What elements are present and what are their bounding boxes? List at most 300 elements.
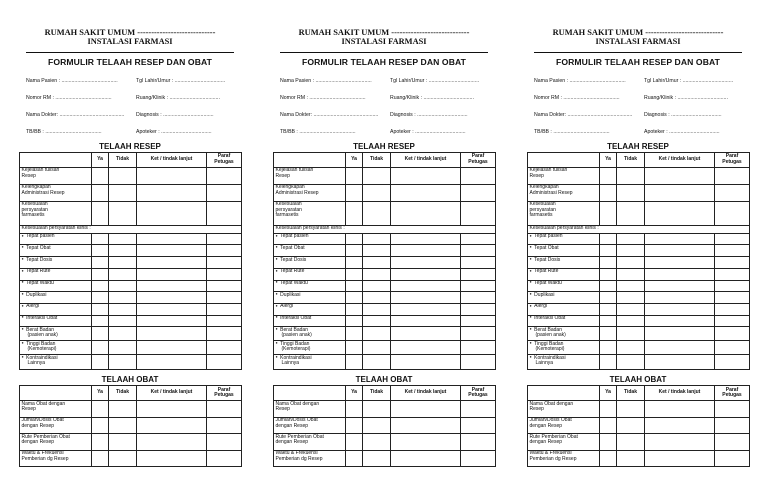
table-row <box>20 201 242 225</box>
cell-tidak[interactable] <box>363 268 391 280</box>
field-diagnosis[interactable]: Diagnosis : ................................... <box>136 111 214 118</box>
row-label: Nama Obat dengan Resep <box>528 401 600 418</box>
cell-tidak[interactable] <box>617 303 645 315</box>
cell-paraf[interactable] <box>715 303 750 315</box>
field-nomor-rm[interactable]: Nomor RM : ....................................... <box>280 94 366 101</box>
cell-paraf[interactable] <box>461 401 496 418</box>
row-label: ● Interaksi Obat <box>274 315 346 327</box>
hospital-name: RUMAH SAKIT UMUM ---------------------------- <box>552 28 724 37</box>
patient-fields <box>18 72 242 141</box>
telaah-resep-title: TELAAH RESEP <box>353 141 415 151</box>
table-row <box>20 434 242 451</box>
cell-ket[interactable] <box>137 184 207 201</box>
cell-ya[interactable] <box>346 303 363 315</box>
telaah-obat-table <box>19 385 242 467</box>
cell-paraf[interactable] <box>715 245 750 257</box>
cell-ya[interactable] <box>346 245 363 257</box>
cell-ya[interactable] <box>600 280 617 292</box>
cell-ket[interactable] <box>645 303 715 315</box>
cell-ket[interactable] <box>137 245 207 257</box>
cell-ket[interactable] <box>645 280 715 292</box>
cell-ket[interactable] <box>391 315 461 327</box>
cell-ya[interactable] <box>346 355 363 370</box>
cell-tidak[interactable] <box>617 257 645 269</box>
field-apoteker[interactable]: Apoteker : ................................... <box>390 129 466 136</box>
cell-tidak[interactable] <box>617 184 645 201</box>
cell-ya[interactable] <box>600 292 617 304</box>
cell-ket[interactable] <box>645 257 715 269</box>
cell-ket[interactable] <box>137 341 207 355</box>
cell-tidak[interactable] <box>363 257 391 269</box>
cell-ket[interactable] <box>137 355 207 370</box>
cell-ket[interactable] <box>391 257 461 269</box>
cell-ket[interactable] <box>137 303 207 315</box>
table-row <box>528 280 750 292</box>
row-label: ● Interaksi Obat <box>20 315 92 327</box>
cell-tidak[interactable] <box>617 327 645 341</box>
cell-ya[interactable] <box>92 341 109 355</box>
cell-ket[interactable] <box>645 268 715 280</box>
cell-paraf[interactable] <box>207 450 242 467</box>
section-row-klinis <box>274 225 496 233</box>
cell-ket[interactable] <box>391 434 461 451</box>
table-row <box>528 233 750 245</box>
cell-paraf[interactable] <box>715 201 750 225</box>
cell-tidak[interactable] <box>109 417 137 434</box>
cell-ya[interactable] <box>600 184 617 201</box>
field-tb-bb[interactable]: TB/BB : ....................................... <box>280 129 356 136</box>
cell-paraf[interactable] <box>715 417 750 434</box>
cell-ket[interactable] <box>137 450 207 467</box>
field-nama-dokter[interactable]: Nama Dokter: ............................................. <box>26 111 125 118</box>
cell-ya[interactable] <box>92 401 109 418</box>
cell-ket[interactable] <box>645 167 715 184</box>
cell-ya[interactable] <box>600 315 617 327</box>
field-nama-pasien[interactable]: Nama Pasien : ....................................... <box>26 77 118 84</box>
row-label: Kesesuaian persyaratan farmasetis <box>528 201 600 225</box>
cell-tidak[interactable] <box>109 233 137 245</box>
cell-tidak[interactable] <box>617 355 645 370</box>
cell-paraf[interactable] <box>715 257 750 269</box>
cell-ya[interactable] <box>92 450 109 467</box>
cell-paraf[interactable] <box>715 450 750 467</box>
cell-ket[interactable] <box>137 327 207 341</box>
cell-paraf[interactable] <box>207 303 242 315</box>
cell-paraf[interactable] <box>207 417 242 434</box>
cell-ya[interactable] <box>600 327 617 341</box>
field-row <box>26 72 242 89</box>
cell-tidak[interactable] <box>109 280 137 292</box>
cell-paraf[interactable] <box>461 303 496 315</box>
cell-tidak[interactable] <box>363 450 391 467</box>
row-label: Waktu & Frekuensi Pemberian dg Resep <box>20 450 92 467</box>
field-nomor-rm[interactable]: Nomor RM : ....................................... <box>26 94 112 101</box>
table-row <box>274 184 496 201</box>
cell-paraf[interactable] <box>715 280 750 292</box>
cell-paraf[interactable] <box>461 292 496 304</box>
row-label: ● Tepat Dosis <box>20 257 92 269</box>
cell-tidak[interactable] <box>109 257 137 269</box>
cell-tidak[interactable] <box>363 233 391 245</box>
cell-ket[interactable] <box>391 184 461 201</box>
cell-ya[interactable] <box>600 417 617 434</box>
header-ya: Ya <box>92 152 109 167</box>
cell-paraf[interactable] <box>207 401 242 418</box>
cell-paraf[interactable] <box>715 315 750 327</box>
cell-paraf[interactable] <box>207 257 242 269</box>
telaah-resep-table <box>19 152 242 371</box>
cell-paraf[interactable] <box>207 434 242 451</box>
cell-paraf[interactable] <box>715 355 750 370</box>
cell-ya[interactable] <box>346 280 363 292</box>
cell-ket[interactable] <box>391 167 461 184</box>
header-ya: Ya <box>92 386 109 401</box>
field-ruang-klinik[interactable]: Ruang/Klinik : ................................... <box>644 94 728 101</box>
cell-tidak[interactable] <box>363 280 391 292</box>
cell-tidak[interactable] <box>109 355 137 370</box>
cell-paraf[interactable] <box>461 268 496 280</box>
cell-ya[interactable] <box>346 292 363 304</box>
cell-tidak[interactable] <box>617 417 645 434</box>
cell-ket[interactable] <box>391 355 461 370</box>
cell-ya[interactable] <box>92 303 109 315</box>
cell-tidak[interactable] <box>363 341 391 355</box>
row-label: Kelengkapan Administrasi Resep <box>20 184 92 201</box>
cell-ya[interactable] <box>346 257 363 269</box>
cell-ket[interactable] <box>391 268 461 280</box>
cell-ya[interactable] <box>346 450 363 467</box>
field-tb-bb[interactable]: TB/BB : ....................................... <box>26 129 102 136</box>
field-nama-dokter[interactable]: Nama Dokter: ............................................. <box>280 111 379 118</box>
cell-ket[interactable] <box>391 417 461 434</box>
header-item <box>274 386 346 401</box>
cell-ya[interactable] <box>600 268 617 280</box>
cell-ya[interactable] <box>92 327 109 341</box>
field-tgl-lahir[interactable]: Tgl Lahir/Umur : ................................... <box>390 77 480 84</box>
cell-ket[interactable] <box>645 355 715 370</box>
cell-paraf[interactable] <box>207 233 242 245</box>
cell-tidak[interactable] <box>617 268 645 280</box>
cell-ya[interactable] <box>92 315 109 327</box>
cell-tidak[interactable] <box>363 167 391 184</box>
cell-ket[interactable] <box>645 245 715 257</box>
field-nama-pasien[interactable]: Nama Pasien : ....................................... <box>534 77 626 84</box>
row-label: ● Tinggi Badan (Kemoterapi) <box>528 341 600 355</box>
table-row <box>20 315 242 327</box>
cell-tidak[interactable] <box>363 327 391 341</box>
cell-ket[interactable] <box>391 341 461 355</box>
cell-paraf[interactable] <box>715 167 750 184</box>
cell-paraf[interactable] <box>715 233 750 245</box>
header-divider <box>26 52 234 53</box>
field-ruang-klinik[interactable]: Ruang/Klinik : ................................... <box>390 94 474 101</box>
cell-tidak[interactable] <box>109 292 137 304</box>
cell-tidak[interactable] <box>617 167 645 184</box>
cell-tidak[interactable] <box>109 245 137 257</box>
cell-paraf[interactable] <box>715 434 750 451</box>
cell-tidak[interactable] <box>363 434 391 451</box>
cell-paraf[interactable] <box>461 280 496 292</box>
cell-tidak[interactable] <box>363 245 391 257</box>
cell-ket[interactable] <box>137 233 207 245</box>
cell-ya[interactable] <box>346 268 363 280</box>
field-tgl-lahir[interactable]: Tgl Lahir/Umur : ................................... <box>136 77 226 84</box>
row-label: ● Duplikasi <box>274 292 346 304</box>
cell-paraf[interactable] <box>715 327 750 341</box>
cell-ya[interactable] <box>92 257 109 269</box>
cell-paraf[interactable] <box>461 257 496 269</box>
cell-tidak[interactable] <box>617 434 645 451</box>
cell-ya[interactable] <box>346 184 363 201</box>
cell-paraf[interactable] <box>207 167 242 184</box>
cell-ya[interactable] <box>600 167 617 184</box>
section-row-klinis <box>20 225 242 233</box>
cell-ket[interactable] <box>137 257 207 269</box>
cell-tidak[interactable] <box>617 280 645 292</box>
cell-tidak[interactable] <box>617 292 645 304</box>
cell-ket[interactable] <box>391 233 461 245</box>
cell-ket[interactable] <box>645 434 715 451</box>
cell-ya[interactable] <box>600 303 617 315</box>
header-divider <box>280 52 488 53</box>
cell-paraf[interactable] <box>715 292 750 304</box>
cell-paraf[interactable] <box>461 201 496 225</box>
cell-ket[interactable] <box>137 434 207 451</box>
cell-tidak[interactable] <box>109 268 137 280</box>
hospital-name: RUMAH SAKIT UMUM ---------------------------- <box>44 28 216 37</box>
cell-ket[interactable] <box>645 417 715 434</box>
field-row <box>26 124 242 141</box>
cell-ya[interactable] <box>600 245 617 257</box>
cell-ya[interactable] <box>92 233 109 245</box>
cell-paraf[interactable] <box>461 417 496 434</box>
cell-paraf[interactable] <box>461 434 496 451</box>
cell-tidak[interactable] <box>109 303 137 315</box>
hospital-header <box>272 18 496 46</box>
cell-tidak[interactable] <box>363 292 391 304</box>
cell-ya[interactable] <box>92 355 109 370</box>
cell-ya[interactable] <box>600 233 617 245</box>
cell-ya[interactable] <box>600 341 617 355</box>
cell-paraf[interactable] <box>715 401 750 418</box>
cell-ya[interactable] <box>92 184 109 201</box>
table-row <box>528 184 750 201</box>
telaah-resep-table <box>527 152 750 371</box>
cell-ya[interactable] <box>346 434 363 451</box>
cell-tidak[interactable] <box>363 184 391 201</box>
cell-ket[interactable] <box>391 292 461 304</box>
cell-paraf[interactable] <box>207 327 242 341</box>
cell-ya[interactable] <box>92 268 109 280</box>
cell-tidak[interactable] <box>363 315 391 327</box>
field-nama-dokter[interactable]: Nama Dokter: ............................................. <box>534 111 633 118</box>
cell-paraf[interactable] <box>461 315 496 327</box>
cell-tidak[interactable] <box>109 184 137 201</box>
cell-tidak[interactable] <box>617 233 645 245</box>
cell-ket[interactable] <box>391 280 461 292</box>
cell-paraf[interactable] <box>207 341 242 355</box>
cell-paraf[interactable] <box>461 245 496 257</box>
row-label: Rute Pemberian Obat dengan Resep <box>274 434 346 451</box>
field-nama-pasien[interactable]: Nama Pasien : ....................................... <box>280 77 372 84</box>
cell-ket[interactable] <box>137 401 207 418</box>
cell-ket[interactable] <box>137 292 207 304</box>
cell-tidak[interactable] <box>109 167 137 184</box>
cell-ket[interactable] <box>645 233 715 245</box>
table-row <box>274 450 496 467</box>
cell-tidak[interactable] <box>363 303 391 315</box>
cell-paraf[interactable] <box>207 315 242 327</box>
cell-paraf[interactable] <box>461 355 496 370</box>
cell-ket[interactable] <box>391 245 461 257</box>
cell-ket[interactable] <box>137 201 207 225</box>
cell-tidak[interactable] <box>617 315 645 327</box>
cell-ket[interactable] <box>137 280 207 292</box>
cell-ya[interactable] <box>346 327 363 341</box>
cell-paraf[interactable] <box>207 245 242 257</box>
cell-ket[interactable] <box>645 201 715 225</box>
row-label: Jumlah/Dosis Obat dengan Resep <box>20 417 92 434</box>
cell-tidak[interactable] <box>363 201 391 225</box>
section-row-klinis <box>528 225 750 233</box>
cell-tidak[interactable] <box>617 341 645 355</box>
cell-paraf[interactable] <box>207 280 242 292</box>
table-row <box>528 315 750 327</box>
cell-ket[interactable] <box>391 327 461 341</box>
header-paraf: Paraf Petugas <box>715 386 750 401</box>
cell-paraf[interactable] <box>461 167 496 184</box>
cell-paraf[interactable] <box>461 184 496 201</box>
cell-tidak[interactable] <box>617 245 645 257</box>
cell-paraf[interactable] <box>461 327 496 341</box>
header-ket: Ket / tindak lanjut <box>137 152 207 167</box>
cell-ya[interactable] <box>92 280 109 292</box>
cell-ya[interactable] <box>346 201 363 225</box>
hospital-header <box>526 18 750 46</box>
cell-paraf[interactable] <box>715 184 750 201</box>
cell-ket[interactable] <box>645 327 715 341</box>
cell-ket[interactable] <box>391 401 461 418</box>
cell-tidak[interactable] <box>109 315 137 327</box>
cell-tidak[interactable] <box>363 355 391 370</box>
cell-ya[interactable] <box>346 401 363 418</box>
cell-paraf[interactable] <box>207 201 242 225</box>
field-apoteker[interactable]: Apoteker : ................................... <box>644 129 720 136</box>
cell-ya[interactable] <box>92 167 109 184</box>
field-tb-bb[interactable]: TB/BB : ....................................... <box>534 129 610 136</box>
cell-ket[interactable] <box>645 401 715 418</box>
cell-ket[interactable] <box>391 303 461 315</box>
cell-ya[interactable] <box>600 434 617 451</box>
cell-paraf[interactable] <box>461 450 496 467</box>
cell-tidak[interactable] <box>109 434 137 451</box>
row-label: ● Tepat Obat <box>274 245 346 257</box>
cell-paraf[interactable] <box>715 268 750 280</box>
field-apoteker[interactable]: Apoteker : ................................... <box>136 129 212 136</box>
cell-ket[interactable] <box>137 268 207 280</box>
cell-ya[interactable] <box>92 201 109 225</box>
cell-ya[interactable] <box>600 401 617 418</box>
field-row <box>534 72 750 89</box>
field-diagnosis[interactable]: Diagnosis : ................................... <box>390 111 468 118</box>
header-ket: Ket / tindak lanjut <box>137 386 207 401</box>
row-label: ● Alergi <box>274 303 346 315</box>
field-nomor-rm[interactable]: Nomor RM : ....................................... <box>534 94 620 101</box>
cell-ya[interactable] <box>92 417 109 434</box>
cell-tidak[interactable] <box>109 450 137 467</box>
header-item <box>528 386 600 401</box>
row-label: ● Tepat Rute <box>20 268 92 280</box>
cell-ya[interactable] <box>346 233 363 245</box>
field-diagnosis[interactable]: Diagnosis : ................................... <box>644 111 722 118</box>
cell-tidak[interactable] <box>363 417 391 434</box>
cell-ya[interactable] <box>346 315 363 327</box>
cell-ya[interactable] <box>346 417 363 434</box>
cell-tidak[interactable] <box>109 201 137 225</box>
cell-ket[interactable] <box>391 201 461 225</box>
cell-ket[interactable] <box>391 450 461 467</box>
cell-tidak[interactable] <box>363 401 391 418</box>
cell-paraf[interactable] <box>207 268 242 280</box>
field-tgl-lahir[interactable]: Tgl Lahir/Umur : ................................... <box>644 77 734 84</box>
cell-ket[interactable] <box>645 292 715 304</box>
header-ket: Ket / tindak lanjut <box>645 386 715 401</box>
cell-tidak[interactable] <box>109 401 137 418</box>
cell-tidak[interactable] <box>109 327 137 341</box>
table-row <box>274 245 496 257</box>
cell-ya[interactable] <box>600 355 617 370</box>
cell-ya[interactable] <box>92 245 109 257</box>
cell-ya[interactable] <box>92 292 109 304</box>
cell-tidak[interactable] <box>109 341 137 355</box>
row-label: Kelengkapan Administrasi Resep <box>528 184 600 201</box>
cell-paraf[interactable] <box>207 292 242 304</box>
table-row <box>20 450 242 467</box>
table-row <box>528 257 750 269</box>
department-name: INSTALASI FARMASI <box>595 37 681 46</box>
row-label: ● Tepat Rute <box>274 268 346 280</box>
table-row <box>274 341 496 355</box>
department-name: INSTALASI FARMASI <box>341 37 427 46</box>
cell-ya[interactable] <box>346 341 363 355</box>
table-row <box>20 327 242 341</box>
cell-ya[interactable] <box>600 257 617 269</box>
cell-tidak[interactable] <box>617 401 645 418</box>
cell-ket[interactable] <box>137 315 207 327</box>
cell-ya[interactable] <box>600 201 617 225</box>
row-label: Kejelasan tulisan Resep <box>274 167 346 184</box>
cell-ket[interactable] <box>645 315 715 327</box>
cell-ket[interactable] <box>645 184 715 201</box>
cell-ya[interactable] <box>600 450 617 467</box>
cell-paraf[interactable] <box>461 341 496 355</box>
cell-tidak[interactable] <box>617 450 645 467</box>
cell-paraf[interactable] <box>715 341 750 355</box>
cell-ket[interactable] <box>137 167 207 184</box>
cell-ket[interactable] <box>645 450 715 467</box>
telaah-obat-title: TELAAH OBAT <box>609 375 667 385</box>
field-ruang-klinik[interactable]: Ruang/Klinik : ................................... <box>136 94 220 101</box>
table-row <box>20 341 242 355</box>
cell-ya[interactable] <box>346 167 363 184</box>
cell-tidak[interactable] <box>617 201 645 225</box>
cell-paraf[interactable] <box>207 184 242 201</box>
cell-ket[interactable] <box>645 341 715 355</box>
cell-ket[interactable] <box>137 417 207 434</box>
cell-ya[interactable] <box>92 434 109 451</box>
cell-paraf[interactable] <box>207 355 242 370</box>
cell-paraf[interactable] <box>461 233 496 245</box>
